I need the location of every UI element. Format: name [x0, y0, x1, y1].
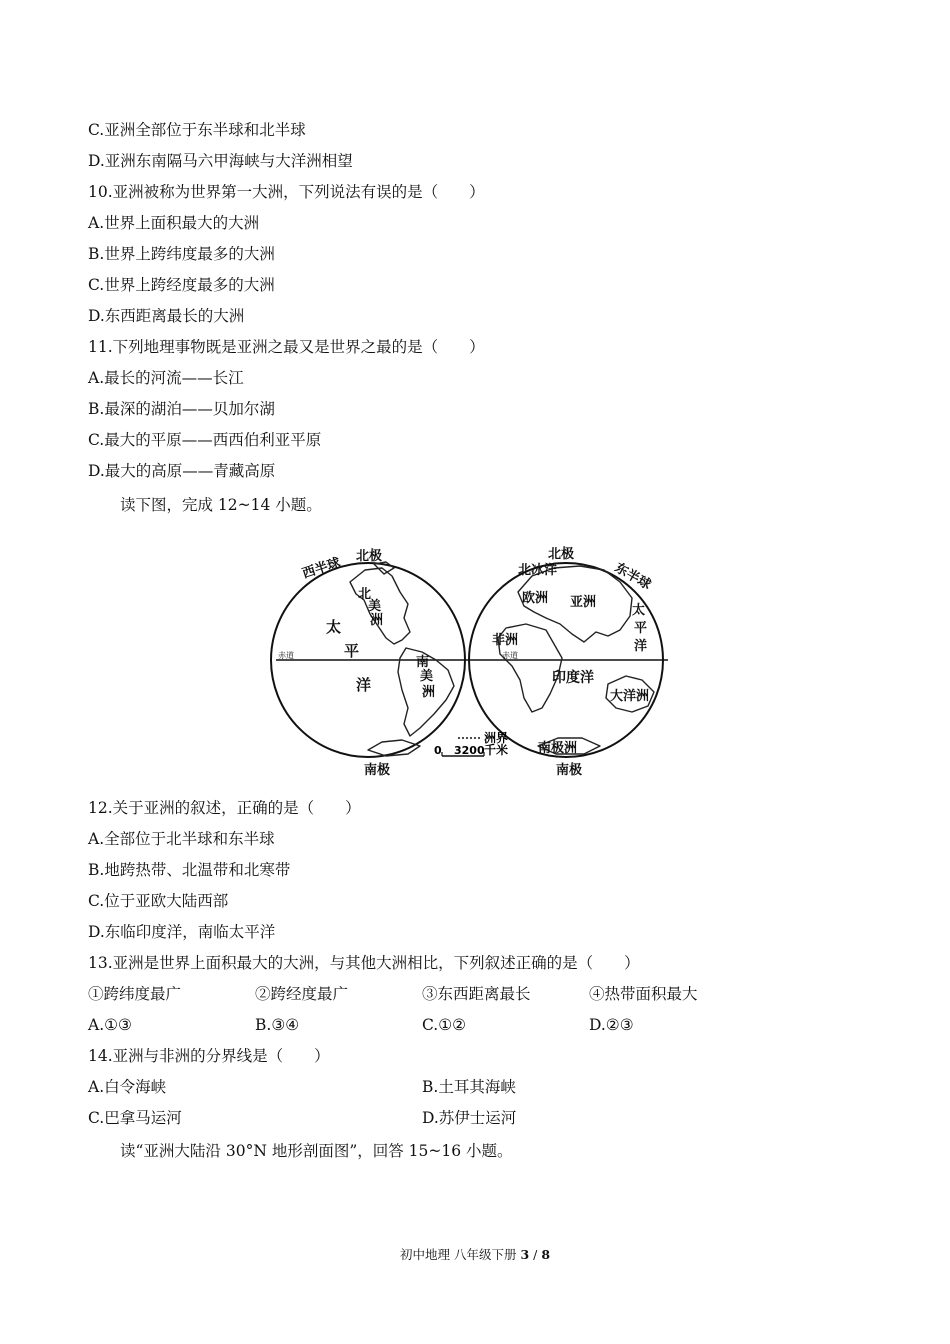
- question-13-option-a: A.①③: [88, 1016, 132, 1034]
- question-13-stem: 13.亚洲是世界上面积最大的大洲，与其他大洲相比，下列叙述正确的是（ ）: [88, 954, 640, 972]
- footer-separator: /: [529, 1247, 542, 1262]
- label-pacific-east-1: 太: [632, 603, 646, 618]
- page-footer: [0, 1247, 950, 1263]
- label-equator-east: 赤道: [502, 651, 518, 660]
- question-10-option-d: D.东西距离最长的大洲: [88, 307, 245, 325]
- scale-unit: 千米: [484, 743, 509, 757]
- line-c-asia-hemisphere: C.亚洲全部位于东半球和北半球: [88, 121, 306, 139]
- label-north-pole-east: 北极: [548, 547, 575, 562]
- label-east-hemisphere: 东半球: [612, 560, 654, 593]
- question-11-option-d: D.最大的高原——青藏高原: [88, 462, 276, 480]
- label-north-pole-west: 北极: [356, 549, 383, 564]
- label-oceania: 大洋洲: [610, 689, 650, 704]
- question-14-option-b: B.土耳其海峡: [422, 1078, 516, 1096]
- question-12-option-a: A.全部位于北半球和东半球: [88, 830, 275, 848]
- label-south-america-1: 南: [416, 655, 430, 670]
- label-north-america-3: 洲: [370, 613, 384, 628]
- question-13-item-3: ③东西距离最长: [422, 985, 531, 1003]
- label-europe: 欧洲: [522, 591, 549, 606]
- label-asia: 亚洲: [570, 595, 597, 610]
- question-12-option-b: B.地跨热带、北温带和北寒带: [88, 861, 291, 879]
- line-d-asia-malacca: D.亚洲东南隔马六甲海峡与大洋洲相望: [88, 152, 353, 170]
- label-pacific-west-2: 平: [344, 642, 360, 660]
- footer-page-total: 8: [541, 1247, 551, 1262]
- question-13-option-c: C.①②: [422, 1016, 467, 1034]
- question-13-option-d: D.②③: [589, 1016, 634, 1034]
- scale-zero: 0: [434, 744, 442, 757]
- question-14-stem: 14.亚洲与非洲的分界线是（ ）: [88, 1047, 330, 1065]
- question-12-stem: 12.关于亚洲的叙述，正确的是（ ）: [88, 799, 361, 817]
- label-south-america-3: 洲: [422, 685, 436, 700]
- label-pacific-east-2: 平: [634, 621, 648, 636]
- label-indian-ocean: 印度洋: [552, 670, 594, 686]
- question-14-option-a: A.白令海峡: [88, 1078, 167, 1096]
- label-pacific-west-1: 太: [326, 618, 342, 636]
- intro-map-questions: 读下图，完成 12~14 小题。: [120, 496, 322, 514]
- label-south-pole-east: 南极: [556, 763, 583, 778]
- label-north-america-2: 美: [368, 599, 382, 614]
- hemisphere-map: [270, 540, 680, 780]
- footer-page-number: 3: [520, 1247, 530, 1262]
- question-11-option-a: A.最长的河流——长江: [88, 369, 244, 387]
- intro-profile-questions: 读“亚洲大陆沿 30°N 地形剖面图”，回答 15~16 小题。: [120, 1142, 513, 1160]
- label-south-america-2: 美: [420, 669, 434, 684]
- question-11-option-b: B.最深的湖泊——贝加尔湖: [88, 400, 275, 418]
- label-arctic-ocean: 北冰洋: [518, 563, 558, 578]
- question-14-option-c: C.巴拿马运河: [88, 1109, 182, 1127]
- label-pacific-west-3: 洋: [356, 676, 372, 694]
- label-antarctica: 南极洲: [538, 741, 578, 756]
- question-10-stem: 10.亚洲被称为世界第一大洲，下列说法有误的是（ ）: [88, 183, 485, 201]
- question-10-option-a: A.世界上面积最大的大洲: [88, 214, 260, 232]
- question-12-option-d: D.东临印度洋，南临太平洋: [88, 923, 276, 941]
- question-14-option-d: D.苏伊士运河: [422, 1109, 517, 1127]
- label-pacific-east-3: 洋: [634, 639, 648, 654]
- label-south-pole-west: 南极: [364, 763, 391, 778]
- label-africa: 非洲: [492, 633, 519, 648]
- question-10-option-c: C.世界上跨经度最多的大洲: [88, 276, 275, 294]
- question-13-item-1: ①跨纬度最广: [88, 985, 182, 1003]
- map-legend: [434, 730, 508, 757]
- question-13-item-4: ④热带面积最大: [589, 985, 698, 1003]
- question-12-option-c: C.位于亚欧大陆西部: [88, 892, 229, 910]
- legend-boundary-label: 洲界: [484, 731, 509, 745]
- label-north-america-1: 北: [358, 587, 372, 602]
- question-11-stem: 11.下列地理事物既是亚洲之最又是世界之最的是（ ）: [88, 338, 485, 356]
- question-11-option-c: C.最大的平原——西西伯利亚平原: [88, 431, 322, 449]
- question-13-item-2: ②跨经度最广: [255, 985, 349, 1003]
- scale-value: 3200: [454, 744, 485, 757]
- label-equator-west: 赤道: [278, 651, 294, 660]
- question-13-option-b: B.③④: [255, 1016, 300, 1034]
- footer-subject: 初中地理 八年级下册: [399, 1247, 521, 1262]
- question-10-option-b: B.世界上跨纬度最多的大洲: [88, 245, 275, 263]
- label-west-hemisphere: 西半球: [300, 555, 343, 582]
